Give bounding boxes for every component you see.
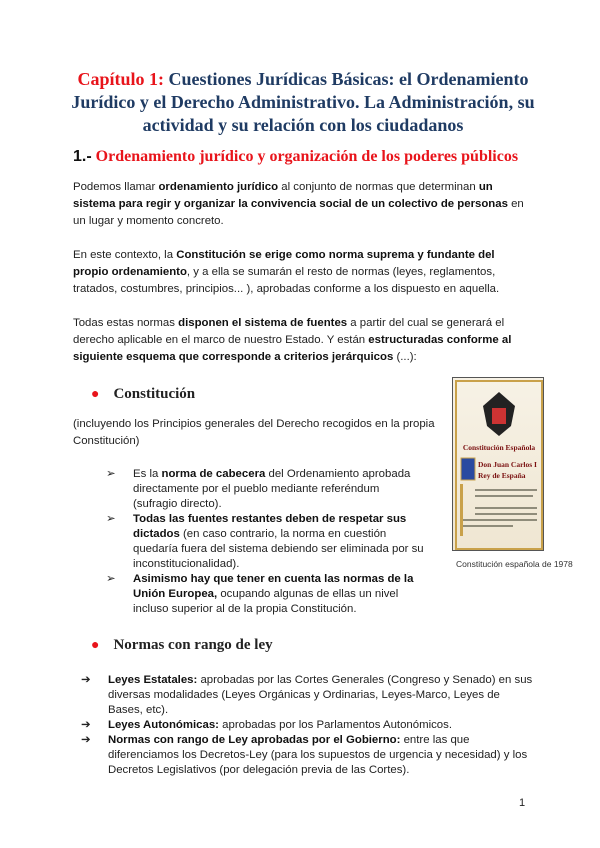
bold-text: norma de cabecera <box>161 468 266 480</box>
list-item <box>81 673 533 718</box>
list-item <box>106 467 426 512</box>
arrowhead-icon: ➢ <box>106 573 116 585</box>
paragraph-1 <box>73 179 533 230</box>
list-item <box>106 572 426 617</box>
constitucion-note: (incluyendo los Principios generales del Derecho recogidos en la propia Constitución) <box>73 418 435 447</box>
image-caption: Constitución española de 1978 <box>456 559 573 569</box>
arrow-icon: ➔ <box>81 734 91 746</box>
arrow-icon: ➔ <box>81 719 91 731</box>
list-item <box>81 733 533 778</box>
text: Podemos llamar <box>73 181 159 193</box>
bold-text: Todas las fuentes restantes deben de respetar sus dictados <box>133 513 407 540</box>
normas-list <box>81 673 533 778</box>
bullet-title: Constitución <box>113 386 196 402</box>
bold-text: Leyes Autonómicas: <box>108 719 219 731</box>
bold-text: disponen el sistema de fuentes <box>178 317 348 329</box>
text: Todas estas normas <box>73 317 179 329</box>
text: (...): <box>393 351 417 363</box>
bullet-icon: ● <box>91 638 100 653</box>
bold-text: ordenamiento jurídico <box>158 181 279 193</box>
bullet-title: Normas con rango de ley <box>113 637 273 653</box>
bold-text: Leyes Estatales: <box>108 674 198 686</box>
bullet-icon: ● <box>91 387 100 402</box>
text: a partir del cual se generará el derecho aplicable en el marco de nuestro Estado. Y están <box>73 317 505 346</box>
paragraph-3 <box>73 315 533 366</box>
list-item <box>81 718 533 733</box>
text: en un lugar y momento concreto. <box>73 198 524 227</box>
bold-text: Asimismo hay que tener en cuenta las normas de la Unión Europea, <box>133 573 414 600</box>
bullet-heading-normas <box>91 635 533 656</box>
bold-text: Constitución se erige como norma suprema y fundante del propio ordenamiento <box>73 249 495 278</box>
text: Es la <box>133 468 162 480</box>
text: Rey de España <box>478 471 526 480</box>
text: Don Juan Carlos I <box>478 460 537 469</box>
page-number: 1 <box>519 797 526 809</box>
text: ocupando algunas de ellas un nivel incluso superior al de la propia Constitución. <box>133 588 399 615</box>
arrowhead-icon: ➢ <box>106 513 116 525</box>
arrow-icon: ➔ <box>81 674 91 686</box>
section-number: 1.- <box>73 148 92 165</box>
text: Constitución Española <box>462 443 536 452</box>
text: aprobadas por los Parlamentos Autonómicos. <box>218 719 452 731</box>
text: , y a ella se sumarán el resto de normas (leyes, reglamentos, tratados, costumbres, principios... ), aprobadas conforme a los dispuesto en aquella. <box>73 266 500 295</box>
text: del Ordenamiento aprobada directamente por el pueblo mediante referéndum (sufragio directo). <box>133 468 411 510</box>
text: al conjunto de normas que determinan <box>278 181 479 193</box>
text: entre las que diferenciamos los Decretos-Ley (para los supuestos de urgencia y necesidad) y los Decretos Legislativos (por delegación previa de las Cortes). <box>108 734 528 776</box>
constitucion-list <box>106 467 426 617</box>
list-item <box>106 512 426 572</box>
chapter-label: Capítulo 1: <box>77 69 164 89</box>
paragraph-2 <box>73 247 533 298</box>
bold-text: un sistema para regir y organizar la convivencia social de un colectivo de personas <box>73 181 508 210</box>
text: (en caso contrario, la norma en cuestión quedaría fuera del sistema debiendo ser eliminada por su inconstitucionalidad). <box>133 528 424 570</box>
section-heading <box>73 147 533 167</box>
constitution-image <box>452 377 544 551</box>
text: En este contexto, la <box>73 249 177 261</box>
arrowhead-icon: ➢ <box>106 468 116 480</box>
bold-text: Normas con rango de Ley aprobadas por el Gobierno: <box>108 734 401 746</box>
text: aprobadas por las Cortes Generales (Congreso y Senado) en sus diversas modalidades (Leyes Orgánicas y Ordinarias, Leyes-Marco, Leyes de Bases, etc). <box>108 674 533 716</box>
bold-text: estructuradas conforme al siguiente esquema que corresponde a criterios jerárquicos <box>73 334 512 363</box>
chapter-title <box>60 68 546 137</box>
constitution-illustration <box>453 378 544 551</box>
chapter-title-text: Cuestiones Jurídicas Básicas: el Ordenamiento Jurídico y el Derecho Administrativo. La Administración, su actividad y su relación con los ciudadanos <box>71 69 535 135</box>
section-title: Ordenamiento jurídico y organización de los poderes públicos <box>91 148 519 165</box>
